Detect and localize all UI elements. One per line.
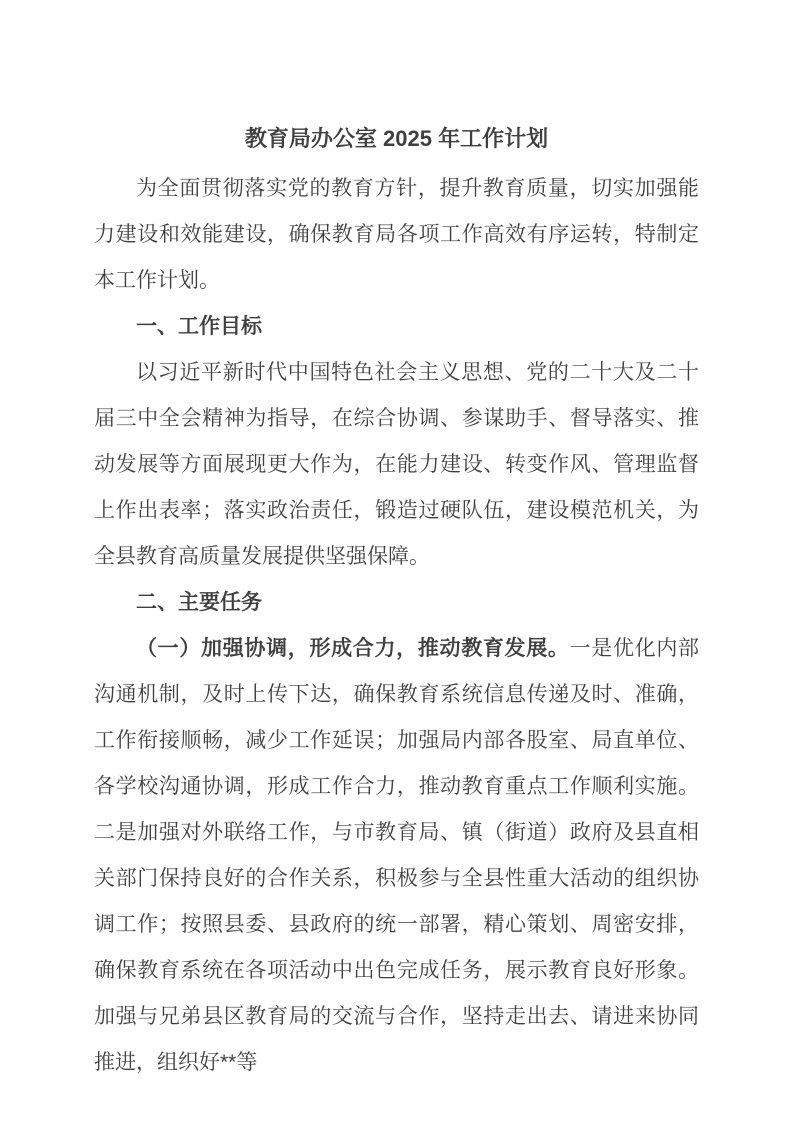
document-title: 教育局办公室 2025 年工作计划 — [244, 126, 549, 151]
paragraph-work-goals: 以习近平新时代中国特色社会主义思想、党的二十大及二十届三中全会精神为指导，在综合协调、参谋助手、督导落实、推动发展等方面展现更大作为，在能力建设、转变作风、管理监督上作出表率；落实政治责任，锻造过硬队伍，建设模范机关，为全县教育高质量发展提供坚强保障。 — [94, 361, 699, 568]
section-heading-work-goals: 一、工作目标 — [136, 315, 262, 338]
paragraph-task-1 — [94, 626, 699, 1086]
paragraph-intro: 为全面贯彻落实党的教育方针，提升教育质量，切实加强能力建设和效能建设，确保教育局各项工作高效有序运转，特制定本工作计划。 — [94, 177, 699, 292]
task-1-body: 一是优化内部沟通机制，及时上传下达，确保教育系统信息传递及时、准确，工作衔接顺畅，减少工作延误；加强局内部各股室、局直单位、各学校沟通协调，形成工作合力，推动教育重点工作顺利实施。二是加强对外联络工作，与市教育局、镇（街道）政府及县直相关部门保持良好的合作关系，积极参与全县性重大活动的组织协调工作；按照县委、县政府的统一部署，精心策划、周密安排，确保教育系统在各项活动中出色完成任务，展示教育良好形象。加强与兄弟县区教育局的交流与合作，坚持走出去、请进来协同推进，组织好**等 — [94, 637, 700, 1074]
section-heading-main-tasks: 二、主要任务 — [136, 591, 262, 614]
task-1-lead: （一）加强协调，形成合力，推动教育发展。 — [136, 637, 570, 660]
